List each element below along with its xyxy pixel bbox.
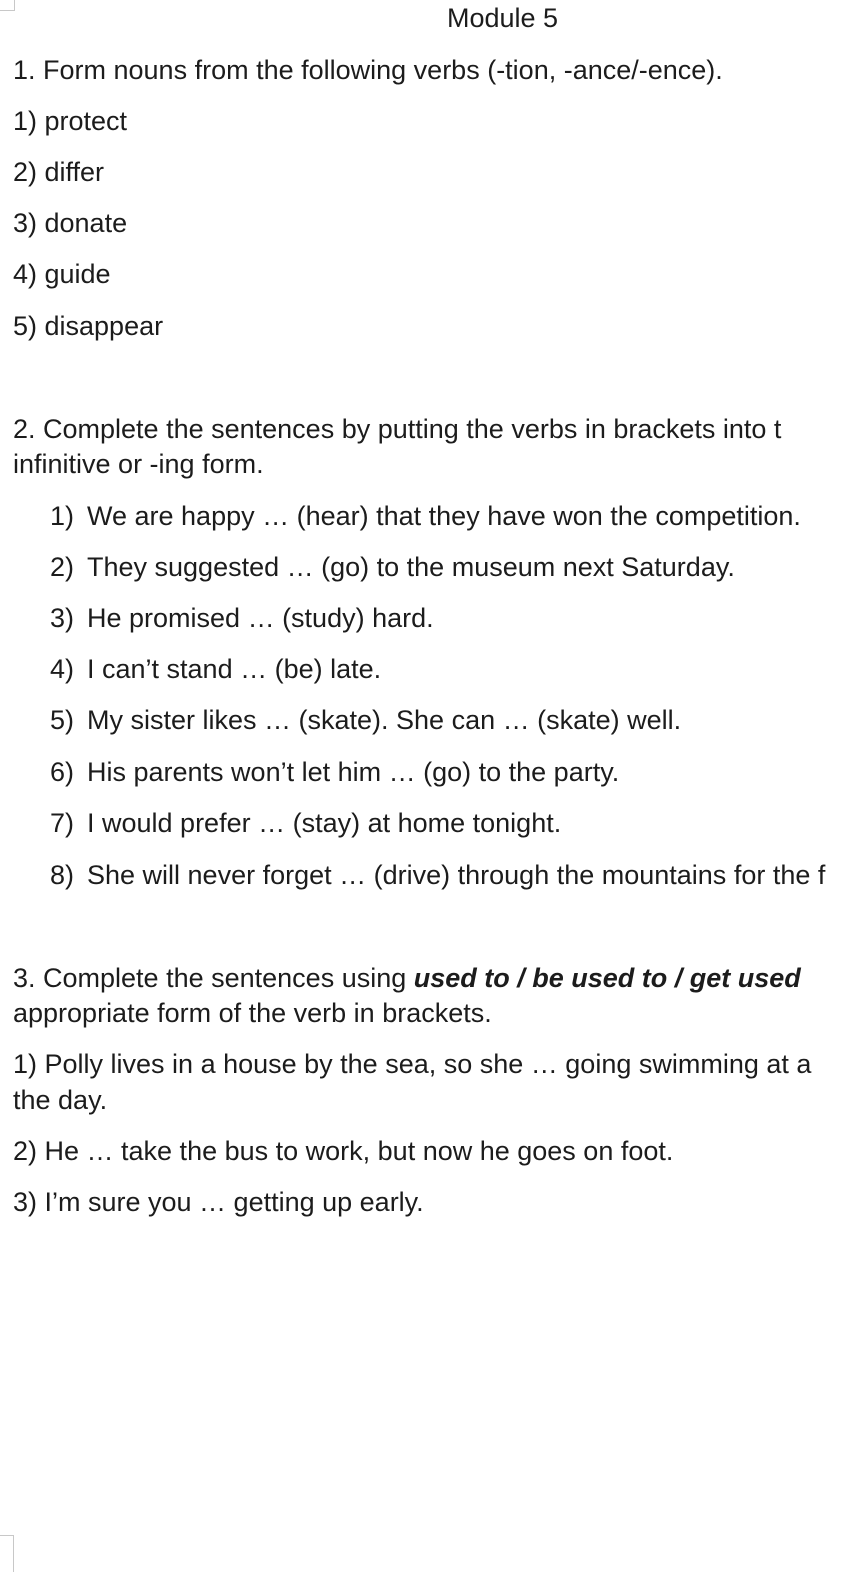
task2-item-text: His parents won’t let him … (go) to the party. <box>87 757 620 787</box>
task2-item-text: My sister likes … (skate). She can … (skate) well. <box>87 705 682 735</box>
task2-heading-continued: infinitive or -ing form. <box>13 449 264 479</box>
task2-item-text: She will never forget … (drive) through the mountains for the f <box>87 860 826 890</box>
page-corner-mark <box>0 1535 14 1572</box>
task2-item-text: I would prefer … (stay) at home tonight. <box>87 808 562 838</box>
task2-item-number: 6) <box>50 757 75 787</box>
task2-item-number: 4) <box>50 654 75 684</box>
task3-heading-continued: appropriate form of the verb in brackets. <box>13 998 492 1028</box>
task1-item: 2) differ <box>13 157 105 187</box>
task1-item: 4) guide <box>13 259 111 289</box>
task2-item-text: They suggested … (go) to the museum next Saturday. <box>87 552 735 582</box>
task3-item: 3) I’m sure you … getting up early. <box>13 1187 424 1217</box>
task3-heading-emphasis: used to / be used to / get used <box>413 963 801 993</box>
page-title: Module 5 <box>447 3 559 33</box>
task2-item-number: 7) <box>50 808 75 838</box>
task3-item-continued: the day. <box>13 1085 108 1115</box>
task3-heading-text: 3. Complete the sentences using <box>13 963 414 993</box>
page-corner-mark <box>0 0 15 11</box>
task1-item: 1) protect <box>13 106 128 136</box>
task1-item: 3) donate <box>13 208 128 238</box>
task2-item-number: 5) <box>50 705 75 735</box>
task3-heading <box>13 960 801 996</box>
task2-item-number: 3) <box>50 603 75 633</box>
task1-heading: 1. Form nouns from the following verbs (-tion, -ance/-ence). <box>13 55 723 85</box>
task2-item-text: We are happy … (hear) that they have won the competition. <box>87 501 801 531</box>
task2-item-text: He promised … (study) hard. <box>87 603 434 633</box>
task2-item-number: 2) <box>50 552 75 582</box>
task3-item: 2) He … take the bus to work, but now he goes on foot. <box>13 1136 674 1166</box>
task2-heading: 2. Complete the sentences by putting the verbs in brackets into t <box>13 414 782 444</box>
task1-item: 5) disappear <box>13 311 164 341</box>
task2-item-text: I can’t stand … (be) late. <box>87 654 382 684</box>
task3-item: 1) Polly lives in a house by the sea, so she … going swimming at a <box>13 1049 812 1079</box>
task2-item-number: 8) <box>50 860 75 890</box>
task2-item-number: 1) <box>50 501 75 531</box>
